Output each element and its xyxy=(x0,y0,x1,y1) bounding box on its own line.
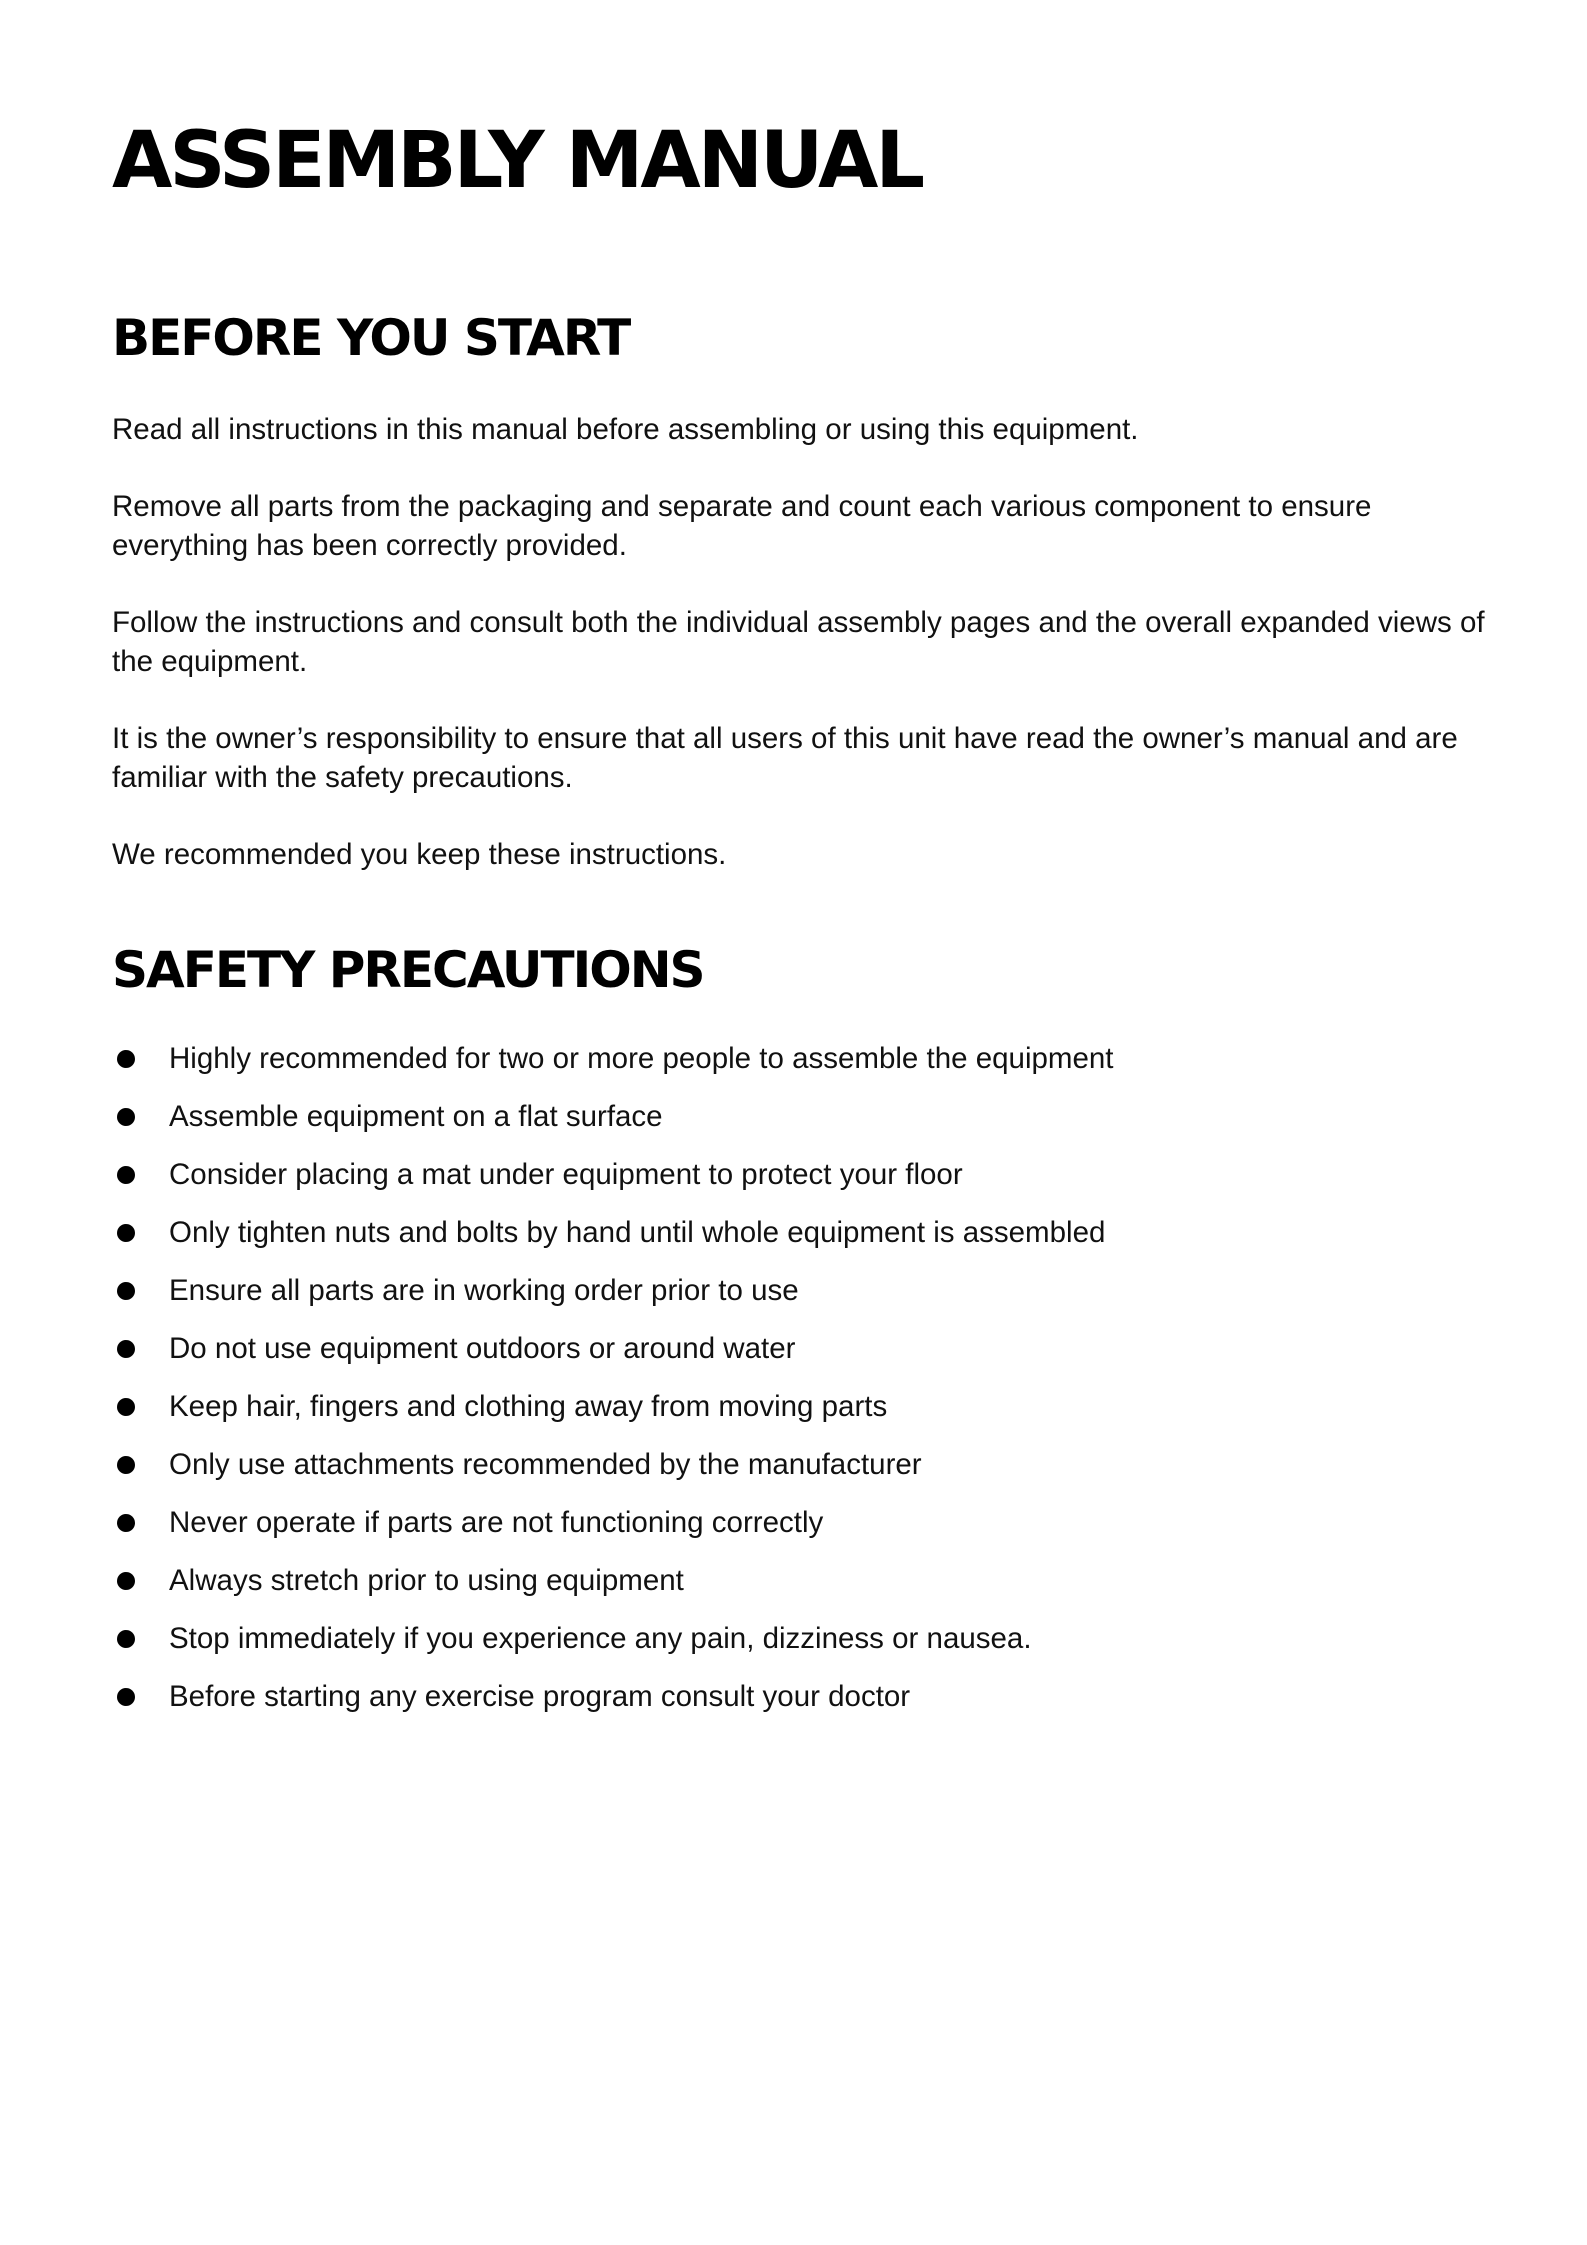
list-item-text: Keep hair, fingers and clothing away from moving parts xyxy=(169,1390,888,1423)
list-item xyxy=(112,1330,1412,1388)
bullet-icon xyxy=(117,1514,135,1532)
bullet-icon xyxy=(117,1398,135,1416)
list-item-text: Always stretch prior to using equipment xyxy=(169,1564,684,1597)
list-item xyxy=(112,1040,1412,1098)
safety-precautions-heading: SAFETY PRECAUTIONS xyxy=(112,941,704,999)
list-item-text: Before starting any exercise program consult your doctor xyxy=(169,1680,911,1713)
paragraph: It is the owner’s responsibility to ensure that all users of this unit have read the owner’s manual and are familiar with the safety precautions. xyxy=(112,722,1458,794)
bullet-icon xyxy=(117,1340,135,1358)
bullet-icon xyxy=(117,1572,135,1590)
list-item xyxy=(112,1446,1412,1504)
bullet-icon xyxy=(117,1166,135,1184)
list-item-text: Stop immediately if you experience any pain, dizziness or nausea. xyxy=(169,1622,1032,1655)
list-item xyxy=(112,1098,1412,1156)
list-item-text: Only tighten nuts and bolts by hand until whole equipment is assembled xyxy=(169,1216,1106,1249)
list-item-text: Consider placing a mat under equipment to protect your floor xyxy=(169,1158,963,1191)
list-item xyxy=(112,1620,1412,1678)
paragraph: Read all instructions in this manual before assembling or using this equipment. xyxy=(112,413,1139,446)
list-item xyxy=(112,1272,1412,1330)
bullet-icon xyxy=(117,1108,135,1126)
bullet-icon xyxy=(117,1630,135,1648)
bullet-icon xyxy=(117,1224,135,1242)
paragraph: Follow the instructions and consult both the individual assembly pages and the overall expanded views of the equipment. xyxy=(112,606,1485,678)
bullet-icon xyxy=(117,1688,135,1706)
bullet-icon xyxy=(117,1050,135,1068)
bullet-icon xyxy=(117,1456,135,1474)
list-item xyxy=(112,1504,1412,1562)
paragraph: We recommended you keep these instructions. xyxy=(112,838,727,871)
list-item-text: Ensure all parts are in working order prior to use xyxy=(169,1274,799,1307)
list-item-text: Only use attachments recommended by the manufacturer xyxy=(169,1448,922,1481)
list-item-text: Do not use equipment outdoors or around water xyxy=(169,1332,796,1365)
list-item-text: Never operate if parts are not functioning correctly xyxy=(169,1506,824,1539)
before-you-start-heading: BEFORE YOU START xyxy=(112,309,630,367)
bullet-icon xyxy=(117,1282,135,1300)
before-you-start-section xyxy=(112,410,1492,912)
list-item xyxy=(112,1678,1412,1736)
list-item xyxy=(112,1388,1412,1446)
list-item xyxy=(112,1156,1412,1214)
document-title: ASSEMBLY MANUAL xyxy=(112,116,923,206)
safety-precautions-list xyxy=(112,1040,1412,1736)
list-item xyxy=(112,1562,1412,1620)
list-item-text: Highly recommended for two or more people to assemble the equipment xyxy=(169,1042,1114,1075)
list-item xyxy=(112,1214,1412,1272)
list-item-text: Assemble equipment on a flat surface xyxy=(169,1100,663,1133)
paragraph: Remove all parts from the packaging and separate and count each various component to ensure everything has been correctly provided. xyxy=(112,490,1372,562)
